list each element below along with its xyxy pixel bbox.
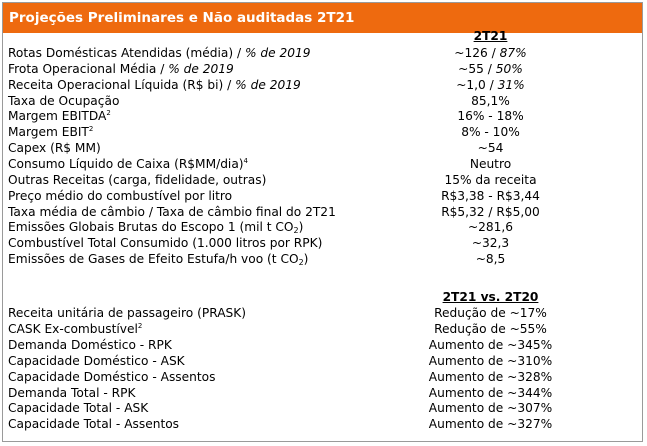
row-label xyxy=(8,45,311,62)
row-value xyxy=(378,251,603,268)
row-label xyxy=(8,219,303,236)
row-label xyxy=(8,353,185,370)
table-row xyxy=(0,156,647,173)
row-value-text: R$5,32 / R$5,00 xyxy=(441,204,540,219)
row-label xyxy=(8,156,248,173)
table-row xyxy=(0,140,647,157)
row-value xyxy=(378,369,603,386)
row-value-italic: 50% xyxy=(495,61,523,76)
row-value xyxy=(378,77,603,94)
row-value xyxy=(378,204,603,221)
row-value-text: ~281,6 xyxy=(467,220,514,235)
row-label-end: ) xyxy=(303,252,309,267)
row-label-text: Preço médio do combustível por litro xyxy=(8,188,233,203)
row-value xyxy=(378,416,603,433)
row-label-text: Rotas Domésticas Atendidas (média) / xyxy=(8,46,245,60)
table-row xyxy=(0,251,647,268)
row-value-text: Aumento de ~307% xyxy=(428,401,553,416)
row-label-text: Taxa média de câmbio / Taxa de câmbio final do 2T21 xyxy=(8,204,336,219)
row-label xyxy=(8,61,234,78)
row-label-text: Emissões de Gases de Efeito Estufa/h voo (t CO xyxy=(8,252,299,267)
row-label-text: Capacidade Total - Assentos xyxy=(8,417,180,432)
row-label xyxy=(8,188,232,205)
row-value xyxy=(378,188,603,205)
table-row xyxy=(0,77,647,94)
row-label-text: Outras Receitas (carga, fidelidade, outras) xyxy=(8,172,267,187)
table-row xyxy=(0,219,647,236)
row-label xyxy=(8,369,215,386)
row-value xyxy=(378,140,603,157)
table-row xyxy=(0,124,647,141)
row-label-text: Taxa de Ocupação xyxy=(8,93,120,108)
row-value xyxy=(378,172,603,189)
table-row xyxy=(0,385,647,402)
row-label xyxy=(8,400,148,417)
row-label xyxy=(8,124,93,141)
row-value xyxy=(378,93,603,110)
footnote-marker: 4 xyxy=(243,156,249,165)
row-label xyxy=(8,204,336,221)
row-label-text: Margem EBITDA xyxy=(8,109,107,124)
footnote-marker: 2 xyxy=(106,109,111,118)
row-value-text: R$3,38 - R$3,44 xyxy=(441,188,540,203)
header-title: Projeções Preliminares e Não auditadas 2T21 xyxy=(9,10,355,26)
row-label-italic: % de 2019 xyxy=(235,77,301,92)
table-row xyxy=(0,172,647,189)
row-label xyxy=(8,251,308,268)
table-row xyxy=(0,108,647,125)
row-value xyxy=(378,61,603,78)
row-value-text: Aumento de ~344% xyxy=(428,385,553,400)
row-label-text: Consumo Líquido de Caixa (R$MM/dia) xyxy=(8,156,244,171)
row-label-text: Combustível Total Consumido (1.000 litros por RPK) xyxy=(8,236,323,251)
row-label-text: CASK Ex-combustível xyxy=(8,321,138,336)
row-label-text: Receita unitária de passageiro (PRASK) xyxy=(8,306,247,320)
row-value-text: Aumento de ~328% xyxy=(428,369,553,384)
row-label-text: Receita Operacional Líquida (R$ bi) / xyxy=(8,77,236,92)
row-value-text: Redução de ~17% xyxy=(434,306,547,320)
row-label xyxy=(8,305,246,322)
row-label-text: Emissões Globais Brutas do Escopo 1 (mil t CO xyxy=(8,220,294,235)
table-row xyxy=(0,204,647,221)
table-row xyxy=(0,45,647,62)
row-label xyxy=(8,108,111,125)
row-value xyxy=(378,337,603,354)
row-value-text: 85,1% xyxy=(471,93,510,108)
subscript: 2 xyxy=(298,258,304,268)
row-label xyxy=(8,321,142,338)
row-value-italic: 87% xyxy=(499,46,527,60)
row-value xyxy=(378,108,603,125)
row-value-text: Aumento de ~310% xyxy=(428,353,553,368)
row-label xyxy=(8,77,301,94)
table-row xyxy=(0,353,647,370)
section1-column-header: 2T21 xyxy=(473,29,508,43)
row-value-text: Aumento de ~327% xyxy=(428,417,553,432)
row-label-end: ) xyxy=(298,220,304,235)
row-value xyxy=(378,235,603,252)
table-row xyxy=(0,321,647,338)
row-value-text: ~32,3 xyxy=(471,236,510,251)
row-value-text: ~55 / xyxy=(458,61,496,76)
table-row xyxy=(0,305,647,322)
row-value xyxy=(378,353,603,370)
table-row xyxy=(0,400,647,417)
row-label xyxy=(8,235,322,252)
row-value xyxy=(378,305,603,322)
row-value xyxy=(378,124,603,141)
row-value xyxy=(378,45,603,62)
row-label-text: Demanda Total - RPK xyxy=(8,385,136,400)
row-label xyxy=(8,337,172,354)
row-label xyxy=(8,93,119,110)
row-value xyxy=(378,385,603,402)
row-value xyxy=(378,321,603,338)
row-label-italic: % de 2019 xyxy=(244,46,311,60)
row-value-text: 8% - 10% xyxy=(461,125,520,140)
row-value xyxy=(378,156,603,173)
row-value-text: ~1,0 / xyxy=(456,77,498,92)
row-value xyxy=(378,400,603,417)
row-label xyxy=(8,140,101,157)
footnote-marker: 2 xyxy=(88,125,94,134)
section2-column-header: 2T21 vs. 2T20 xyxy=(442,290,539,304)
row-label-text: Capex (R$ MM) xyxy=(8,141,101,156)
row-label-text: Demanda Doméstico - RPK xyxy=(8,337,172,352)
row-label-text: Frota Operacional Média / xyxy=(8,61,169,76)
subscript: 2 xyxy=(293,226,299,236)
row-value xyxy=(378,219,603,236)
row-label-italic: % de 2019 xyxy=(168,61,234,76)
row-value-italic: 31% xyxy=(497,77,525,92)
row-value-text: Aumento de ~345% xyxy=(428,337,553,352)
row-value-text: ~54 xyxy=(477,141,504,156)
table-row xyxy=(0,188,647,205)
row-label xyxy=(8,416,179,433)
row-label-text: Capacidade Doméstico - ASK xyxy=(8,353,185,368)
table-row xyxy=(0,93,647,110)
row-label xyxy=(8,385,135,402)
row-label-text: Capacidade Doméstico - Assentos xyxy=(8,369,216,384)
table-row xyxy=(0,416,647,433)
row-value-text: ~8,5 xyxy=(475,252,506,267)
row-label-text: Margem EBIT xyxy=(8,125,89,140)
row-value-text: Neutro xyxy=(469,156,512,171)
row-value-text: 15% da receita xyxy=(444,172,537,187)
row-value-text: ~126 / xyxy=(454,46,500,60)
row-label xyxy=(8,172,266,189)
row-value-text: 16% - 18% xyxy=(457,109,524,124)
table-row xyxy=(0,337,647,354)
table-row xyxy=(0,61,647,78)
table-row xyxy=(0,369,647,386)
row-label-text: Capacidade Total - ASK xyxy=(8,401,149,416)
table-row xyxy=(0,235,647,252)
footnote-marker: 2 xyxy=(137,321,143,330)
row-value-text: Redução de ~55% xyxy=(434,321,547,336)
